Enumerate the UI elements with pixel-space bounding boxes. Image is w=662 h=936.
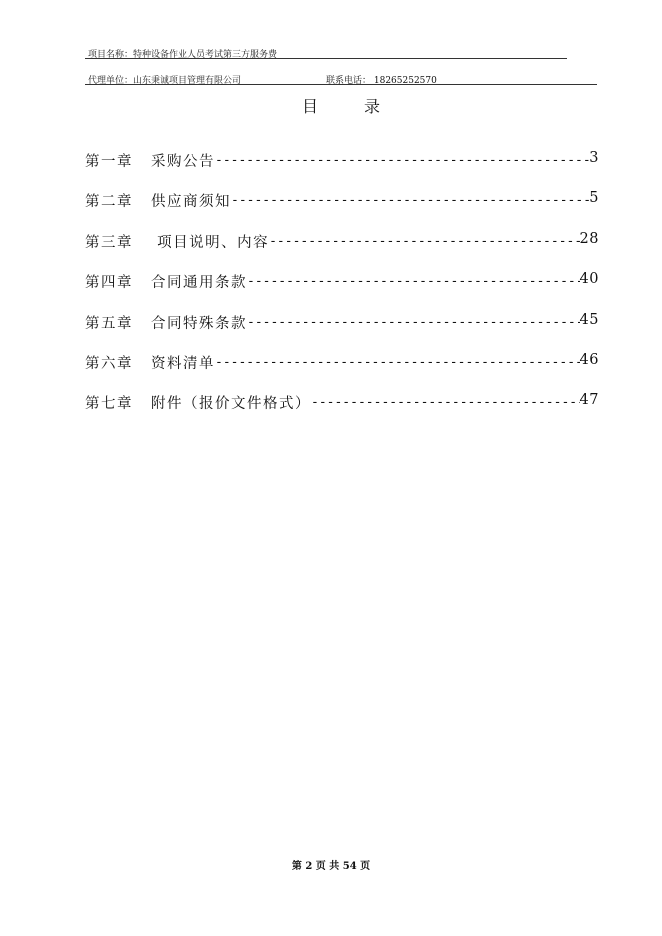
toc-title (0, 94, 662, 118)
toc-entry[interactable] (85, 352, 599, 392)
toc-chapter-title: 合同通用条款 (151, 275, 247, 292)
toc-leader-dashes (247, 312, 580, 333)
header-project-name: 项目名称：特种设备作业人员考试第三方服务费 (88, 50, 278, 60)
toc-entry[interactable] (85, 150, 599, 190)
toc-page-number: 28 (579, 230, 599, 247)
toc-entry[interactable] (85, 271, 599, 311)
toc-entry[interactable] (85, 392, 599, 432)
toc-leader-dashes (215, 150, 589, 171)
toc-entry[interactable] (85, 190, 599, 230)
toc-chapter-number: 第五章 (85, 315, 133, 332)
page-footer: 第 2 页 共 54 页 (291, 861, 371, 872)
table-of-contents (85, 150, 599, 433)
toc-chapter-title: 合同特殊条款 (151, 315, 247, 332)
toc-chapter-title: 项目说明、内容 (151, 234, 270, 251)
toc-page-number: 5 (589, 190, 599, 207)
toc-title-char-1: 目 (302, 97, 319, 116)
toc-entry[interactable] (85, 312, 599, 352)
toc-chapter-title: 附件（报价文件格式） (151, 396, 311, 413)
toc-chapter-number: 第六章 (85, 355, 133, 372)
toc-page-number: 40 (579, 271, 599, 288)
toc-entry[interactable] (85, 231, 599, 271)
toc-leader-dashes (269, 231, 579, 252)
toc-page-number: 45 (579, 311, 599, 328)
toc-page-number: 47 (579, 392, 599, 409)
header-phone: 联系电话： 18265252570 (326, 76, 437, 86)
header-divider-top (85, 58, 567, 59)
toc-chapter-title: 资料清单 (151, 355, 215, 372)
toc-page-number: 46 (579, 351, 599, 368)
toc-chapter-number: 第二章 (85, 194, 133, 211)
toc-leader-dashes (215, 352, 580, 373)
toc-chapter-number: 第七章 (85, 396, 133, 413)
toc-chapter-title: 供应商须知 (151, 194, 231, 211)
header-divider-bottom (85, 84, 597, 85)
toc-leader-dashes (311, 392, 580, 413)
header-agency: 代理单位：山东秉诚项目管理有限公司 (88, 76, 242, 86)
toc-title-char-2: 录 (364, 97, 381, 116)
toc-leader-dashes (231, 190, 589, 211)
toc-chapter-number: 第一章 (85, 154, 133, 170)
toc-chapter-number: 第三章 (85, 234, 133, 251)
toc-chapter-number: 第四章 (85, 275, 133, 292)
toc-page-number: 3 (589, 150, 599, 166)
toc-chapter-title: 采购公告 (151, 154, 215, 170)
toc-leader-dashes (247, 271, 580, 292)
